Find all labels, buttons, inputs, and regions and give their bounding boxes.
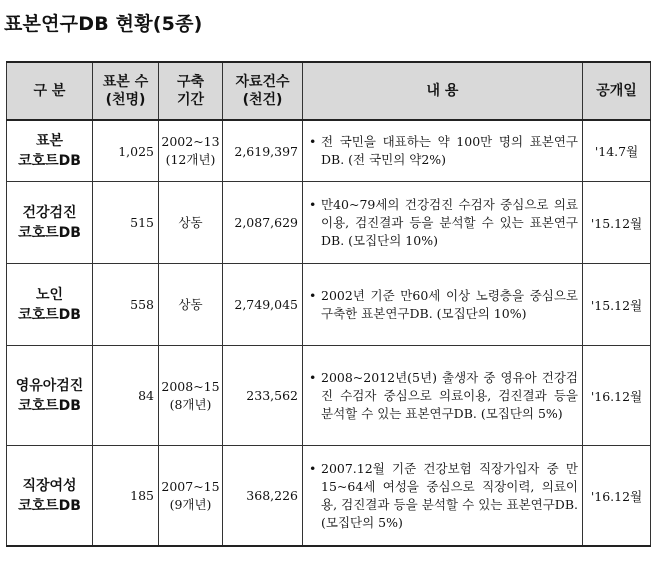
period-line1: 상동 <box>178 214 203 230</box>
db-name-line2: 코호트DB <box>18 397 81 414</box>
content-text: 2002년 기준 만60세 이상 노령층을 중심으로 구축한 표본연구DB. (모집단의 10%) <box>321 287 578 321</box>
content-cell <box>303 446 583 547</box>
records-cell: 368,226 <box>223 446 303 547</box>
db-name-cell <box>7 182 93 264</box>
db-name-line1: 노인 <box>35 286 64 303</box>
db-status-table <box>6 61 651 547</box>
header-records-line2: (천건) <box>242 92 283 108</box>
page-title: 표본연구DB 현황(5종) <box>4 13 203 35</box>
content-item <box>309 369 578 423</box>
content-item <box>309 133 578 169</box>
header-category: 구 분 <box>7 62 93 120</box>
records-cell: 2,619,397 <box>223 120 303 182</box>
table-row <box>7 346 651 446</box>
db-name-line1: 영유아검진 <box>15 377 84 394</box>
release-date-cell: '15.12월 <box>583 182 651 264</box>
db-name-line1: 건강검진 <box>22 204 77 221</box>
content-item <box>309 196 578 250</box>
content-text: 전 국민을 대표하는 약 100만 명의 표본연구DB. (전 국민의 약2%) <box>321 134 578 167</box>
period-line2: (9개년) <box>169 496 212 512</box>
db-name-line2: 코호트DB <box>18 224 81 241</box>
content-item <box>309 287 578 323</box>
header-sample-size <box>93 62 159 120</box>
db-name-line2: 코호트DB <box>18 153 81 169</box>
period-line1: 상동 <box>178 296 203 312</box>
table-header-row <box>7 62 651 120</box>
content-cell <box>303 182 583 264</box>
content-text: 만40~79세의 건강검진 수검자 중심으로 의료이용, 검진결과 등을 분석할 수 있는 표본연구DB. (모집단의 10%) <box>321 196 578 248</box>
period-cell <box>159 264 223 346</box>
db-name-line2: 코호트DB <box>18 306 81 323</box>
period-line1: 2007~15 <box>161 478 220 494</box>
bullet-icon: • <box>309 369 317 385</box>
table-row <box>7 446 651 547</box>
period-cell <box>159 446 223 547</box>
header-release: 공개일 <box>583 62 651 120</box>
release-date-cell: '16.12월 <box>583 446 651 547</box>
content-cell <box>303 120 583 182</box>
table-row <box>7 182 651 264</box>
release-date-cell: '16.12월 <box>583 346 651 446</box>
header-content: 내 용 <box>303 62 583 120</box>
db-name-cell <box>7 120 93 182</box>
header-period-line1: 구축 <box>176 74 205 90</box>
records-cell: 2,749,045 <box>223 264 303 346</box>
header-records-line1: 자료건수 <box>235 74 290 90</box>
period-line2: (8개년) <box>169 396 212 412</box>
bullet-icon: • <box>309 134 317 149</box>
release-date-cell: '15.12월 <box>583 264 651 346</box>
sample-size-cell: 515 <box>93 182 159 264</box>
release-date-cell: '14.7월 <box>583 120 651 182</box>
db-name-cell <box>7 264 93 346</box>
header-sample-size-line1: 표본 수 <box>102 74 149 90</box>
content-cell <box>303 346 583 446</box>
bullet-icon: • <box>309 460 317 476</box>
header-records <box>223 62 303 120</box>
period-line1: 2002~13 <box>161 134 220 149</box>
db-name-cell <box>7 446 93 547</box>
db-name-cell <box>7 346 93 446</box>
db-name-line2: 코호트DB <box>18 497 81 514</box>
table-row <box>7 120 651 182</box>
records-cell: 233,562 <box>223 346 303 446</box>
content-text: 2007.12월 기준 건강보험 직장가입자 중 만15~64세 여성을 중심으로 직장이력, 의료이용, 검진결과 등을 분석할 수 있는 표본연구DB. (모집단의 5%) <box>321 460 578 530</box>
period-line2: (12개년) <box>165 152 216 167</box>
sample-size-cell: 1,025 <box>93 120 159 182</box>
period-cell <box>159 182 223 264</box>
period-line1: 2008~15 <box>161 378 220 394</box>
sample-size-cell: 185 <box>93 446 159 547</box>
db-name-line1: 표본 <box>35 133 64 149</box>
period-cell <box>159 120 223 182</box>
records-cell: 2,087,629 <box>223 182 303 264</box>
content-text: 2008~2012년(5년) 출생자 중 영유아 건강검진 수검자 중심으로 의료이용, 검진결과 등을 분석할 수 있는 표본연구DB. (모집단의 5%) <box>321 369 578 421</box>
db-name-line1: 직장여성 <box>22 477 77 494</box>
table-row <box>7 264 651 346</box>
bullet-icon: • <box>309 196 317 212</box>
header-period-line2: 기간 <box>176 92 205 108</box>
content-item <box>309 460 578 532</box>
content-cell <box>303 264 583 346</box>
period-cell <box>159 346 223 446</box>
header-sample-size-line2: (천명) <box>105 92 146 108</box>
sample-size-cell: 84 <box>93 346 159 446</box>
header-period <box>159 62 223 120</box>
sample-size-cell: 558 <box>93 264 159 346</box>
bullet-icon: • <box>309 287 317 303</box>
